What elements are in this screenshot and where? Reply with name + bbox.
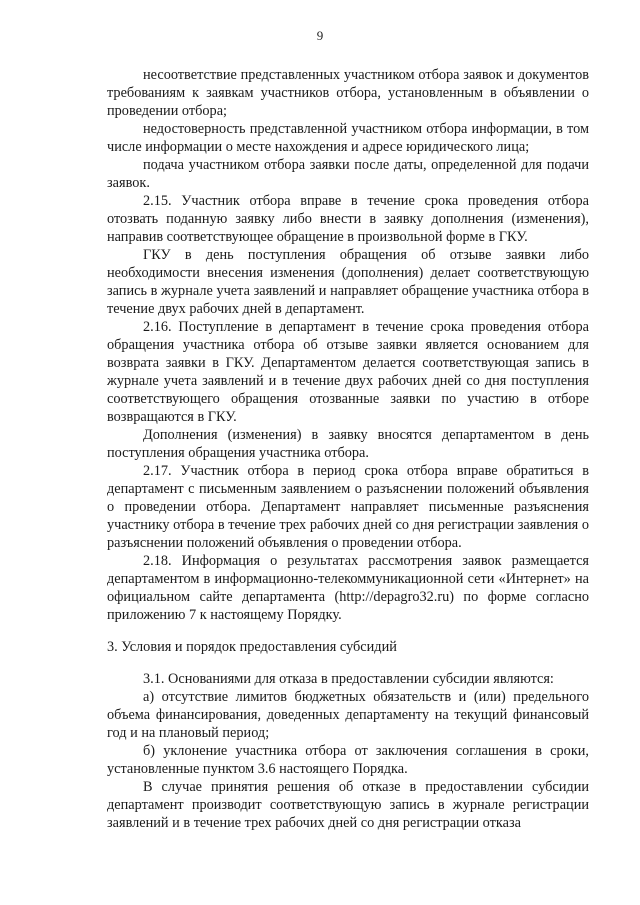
paragraph: а) отсутствие лимитов бюджетных обязательств и (или) предельного объема финансирования, доведенных департаменту на текущий финансовый год и на плановый период; <box>107 689 589 741</box>
paragraph: ГКУ в день поступления обращения об отзыве заявки либо необходимости внесения изменения (дополнения) делает соответствующую запись в журнале учета заявлений и направляет обращение участника отбора в течение двух рабочих дней в департамент. <box>107 247 589 317</box>
paragraph: 2.15. Участник отбора вправе в течение срока проведения отбора отозвать поданную заявку либо внести в заявку дополнения (изменения), направив соответствующее обращение в произвольной форме в ГКУ. <box>107 193 589 245</box>
paragraph: Дополнения (изменения) в заявку вносятся департаментом в день поступления обращения участника отбора. <box>107 427 589 461</box>
page-number: 9 <box>316 28 324 43</box>
paragraph: 3.1. Основаниями для отказа в предоставлении субсидии являются: <box>143 671 554 687</box>
paragraph: подача участником отбора заявки после даты, определенной для подачи заявок. <box>107 157 589 191</box>
paragraph: 2.16. Поступление в департамент в течение срока проведения отбора обращения участника отбора об отзыве заявки является основанием для возврата заявки в ГКУ. Департаментом делается соответствующая запись в журнале учета заявлений и в течение двух рабочих дней со дня поступления соответствующего обращения отозванные заявки по участию в отборе возвращаются в ГКУ. <box>107 319 589 425</box>
section-heading: 3. Условия и порядок предоставления субсидий <box>107 639 397 655</box>
paragraph: 2.17. Участник отбора в период срока отбора вправе обратиться в департамент с письменным заявлением о разъяснении положений объявления о проведении отбора. Департамент направляет письменные разъяснения участнику отбора в течение трех рабочих дней со дня регистрации заявления о разъяснении положений объявления о проведении отбора. <box>107 463 589 551</box>
paragraph: недостоверность представленной участником отбора информации, в том числе информации о месте нахождения и адресе юридического лица; <box>107 121 589 155</box>
paragraph: 2.18. Информация о результатах рассмотрения заявок размещается департаментом в информационно-телекоммуникационной сети «Интернет» на официальном сайте департамента (http://depagro32.ru) по форме согласно приложению 7 к настоящему Порядку. <box>107 553 589 623</box>
paragraph: В случае принятия решения об отказе в предоставлении субсидии департамент производит соответствующую запись в журнале регистрации заявлений и в течение трех рабочих дней со дня регистрации отказа <box>107 779 589 831</box>
paragraph: б) уклонение участника отбора от заключения соглашения в сроки, установленные пунктом 3.6 настоящего Порядка. <box>107 743 589 777</box>
document-body <box>107 66 589 832</box>
paragraph: несоответствие представленных участником отбора заявок и документов требованиям к заявкам участников отбора, установленным в объявлении о проведении отбора; <box>107 67 589 119</box>
